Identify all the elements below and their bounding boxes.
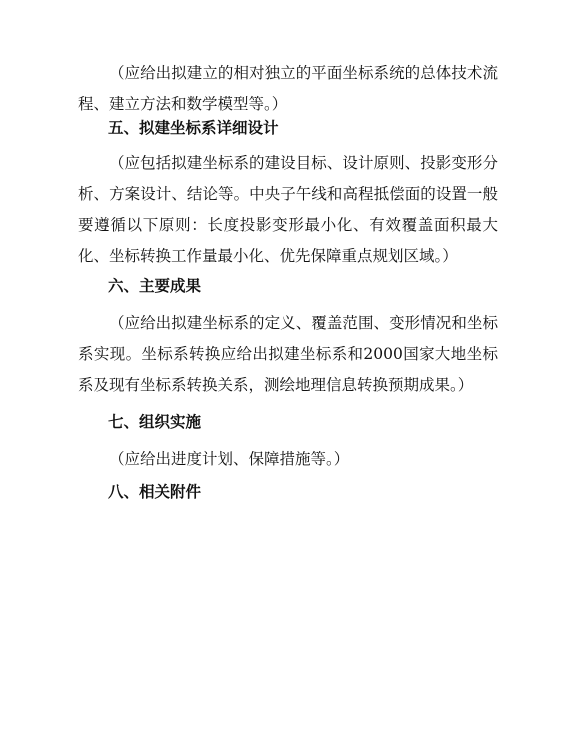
section7-note: （应给出进度计划、保障措施等。） [109, 450, 350, 468]
section8-heading: 八、相关附件 [108, 483, 202, 501]
section4-note: （应给出拟建立的相对独立的平面坐标系统的总体技术流程、建立方法和数学模型等。） [78, 64, 498, 113]
section7-heading: 七、组织实施 [108, 413, 202, 431]
section5-heading: 五、拟建坐标系详细设计 [108, 119, 279, 137]
section5-note: （应包括拟建坐标系的建设目标、设计原则、投影变形分析、方案设计、结论等。中央子午线和高程抵偿面的设置一般要遵循以下原则：长度投影变形最小化、有效覆盖面积最大化、坐标转换工作量最小化、优先保障重点规划区域。） [78, 154, 498, 265]
section6-heading: 六、主要成果 [108, 277, 202, 295]
section6-note: （应给出拟建坐标系的定义、覆盖范围、变形情况和坐标系实现。坐标系转换应给出拟建坐标系和2000国家大地坐标系及现有坐标系转换关系，测绘地理信息转换预期成果。） [78, 314, 498, 394]
